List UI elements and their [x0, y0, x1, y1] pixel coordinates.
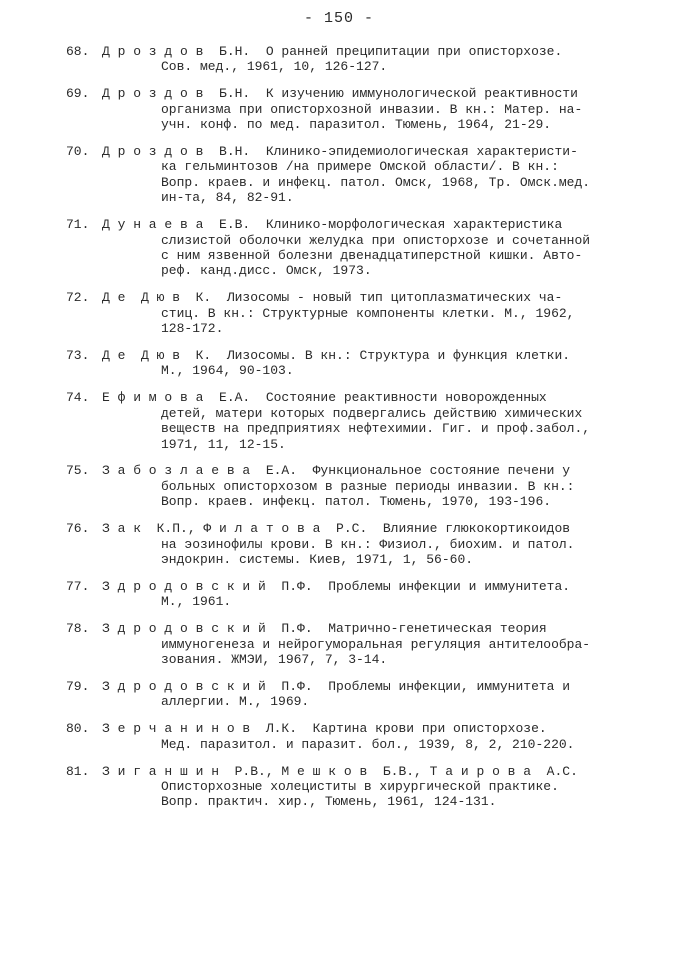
- reference-number: 80.: [66, 721, 90, 737]
- reference-entry: [66, 463, 636, 509]
- reference-line: организма при описторхозной инвазии. В кн.: Матер. на-: [161, 101, 583, 117]
- reference-line: Д е Д ю в К. Лизосомы - новый тип цитоплазматических ча-: [102, 290, 563, 306]
- reference-text: [102, 217, 636, 279]
- reference-line: Д е Д ю в К. Лизосомы. В кн.: Структура и функция клетки.: [102, 348, 571, 363]
- reference-number: 76.: [66, 521, 90, 537]
- reference-line: ка гельминтозов /на примере Омской области/. В кн.:: [161, 159, 559, 175]
- reference-line: З а к К.П., Ф и л а т о в а Р.С. Влияние глюкокортикоидов: [102, 521, 571, 537]
- reference-entry: [66, 679, 636, 710]
- reference-entry: [66, 390, 636, 452]
- reference-line: учн. конф. по мед. паразитол. Тюмень, 1964, 21-29.: [161, 117, 552, 133]
- reference-line: З д р о д о в с к и й П.Ф. Проблемы инфекции и иммунитета.: [102, 578, 571, 594]
- reference-entry: [66, 721, 636, 752]
- reference-number: 68.: [66, 44, 90, 59]
- reference-list: [66, 44, 636, 821]
- reference-line: З и г а н ш и н Р.В., М е ш к о в Б.В., Т а и р о в а А.С.: [102, 763, 578, 779]
- reference-entry: [66, 86, 636, 132]
- reference-line: аллергии. М., 1969.: [161, 694, 310, 710]
- reference-line: Д р о з д о в Б.Н. К изучению иммунологической реактивности: [102, 86, 578, 102]
- reference-line: Вопр. краев. и инфекц. патол. Омск, 1968, Тр. Омск.мед.: [161, 174, 591, 190]
- reference-entry: [66, 579, 636, 610]
- reference-line: с ним язвенной болезни двенадцатиперстной кишки. Авто-: [161, 247, 583, 263]
- reference-line: М., 1964, 90-103.: [161, 363, 294, 379]
- reference-text: [102, 390, 636, 452]
- reference-line: Д у н а е в а Е.В. Клинико-морфологическая характеристика: [102, 217, 563, 233]
- reference-line: З а б о з л а е в а Е.А. Функциональное состояние печени у: [102, 463, 571, 479]
- reference-line: 128-172.: [161, 321, 224, 337]
- reference-line: З е р ч а н и н о в Л.К. Картина крови при описторхозе.: [102, 721, 547, 737]
- reference-line: ин-та, 84, 82-91.: [161, 190, 294, 206]
- reference-text: [102, 521, 636, 567]
- reference-line: З д р о д о в с к и й П.Ф. Проблемы инфекции, иммунитета и: [102, 678, 571, 694]
- reference-line: веществ на предприятиях нефтехимии. Гиг. и проф.забол.,: [161, 421, 591, 437]
- reference-entry: [66, 290, 636, 336]
- reference-line: Е ф и м о в а Е.А. Состояние реактивности новорожденных: [102, 390, 547, 406]
- page-number: - 150 -: [303, 10, 374, 27]
- reference-text: [102, 764, 636, 810]
- reference-line: Вопр. практич. хир., Тюмень, 1961, 124-131.: [161, 794, 497, 810]
- reference-text: [102, 579, 636, 610]
- reference-line: Вопр. краев. инфекц. патол. Тюмень, 1970, 193-196.: [161, 494, 552, 510]
- reference-text: [102, 44, 636, 75]
- reference-line: эндокрин. системы. Киев, 1971, 1, 56-60.: [161, 551, 474, 567]
- reference-line: детей, матери которых подвергались действию химических: [161, 405, 583, 421]
- reference-number: 81.: [66, 763, 90, 779]
- reference-entry: [66, 764, 636, 810]
- reference-text: [102, 144, 636, 206]
- reference-number: 77.: [66, 578, 90, 594]
- reference-text: [102, 721, 636, 752]
- reference-number: 72.: [66, 290, 90, 306]
- reference-entry: [66, 521, 636, 567]
- reference-text: [102, 290, 636, 336]
- reference-text: [102, 463, 636, 509]
- reference-number: 79.: [66, 678, 90, 694]
- reference-line: реф. канд.дисс. Омск, 1973.: [161, 263, 372, 279]
- reference-line: Мед. паразитол. и паразит. бол., 1939, 8, 2, 210-220.: [161, 736, 575, 752]
- reference-text: [102, 621, 636, 667]
- reference-line: стиц. В кн.: Структурные компоненты клетки. М., 1962,: [161, 305, 575, 321]
- reference-line: зования. ЖМЭИ, 1967, 7, 3-14.: [161, 652, 388, 667]
- reference-line: больных описторхозом в разные периоды инвазии. В кн.:: [161, 478, 575, 494]
- reference-line: 1971, 11, 12-15.: [161, 436, 286, 452]
- reference-line: Д р о з д о в В.Н. Клинико-эпидемиологическая характеристи-: [102, 144, 578, 160]
- reference-line: иммуногенеза и нейрогуморальная регуляция антителообра-: [161, 636, 591, 652]
- reference-number: 71.: [66, 217, 90, 233]
- reference-line: Д р о з д о в Б.Н. О ранней преципитации при описторхозе.: [102, 44, 563, 59]
- reference-entry: [66, 217, 636, 279]
- reference-line: М., 1961.: [161, 594, 232, 610]
- reference-number: 70.: [66, 144, 90, 160]
- reference-number: 69.: [66, 86, 90, 102]
- reference-line: Сов. мед., 1961, 10, 126-127.: [161, 59, 388, 75]
- reference-line: Описторхозные холециститы в хирургической практике.: [161, 778, 559, 794]
- reference-entry: [66, 144, 636, 206]
- reference-entry: [66, 44, 636, 75]
- reference-text: [102, 86, 636, 132]
- reference-line: на эозинофилы крови. В кн.: Физиол., биохим. и патол.: [161, 536, 575, 552]
- reference-number: 78.: [66, 621, 90, 637]
- reference-number: 75.: [66, 463, 90, 479]
- reference-line: З д р о д о в с к и й П.Ф. Матрично-генетическая теория: [102, 621, 547, 637]
- reference-text: [102, 679, 636, 710]
- reference-line: слизистой оболочки желудка при описторхозе и сочетанной: [161, 232, 591, 248]
- reference-number: 74.: [66, 390, 90, 406]
- reference-entry: [66, 348, 636, 379]
- reference-number: 73.: [66, 348, 90, 363]
- reference-text: [102, 348, 636, 379]
- reference-entry: [66, 621, 636, 667]
